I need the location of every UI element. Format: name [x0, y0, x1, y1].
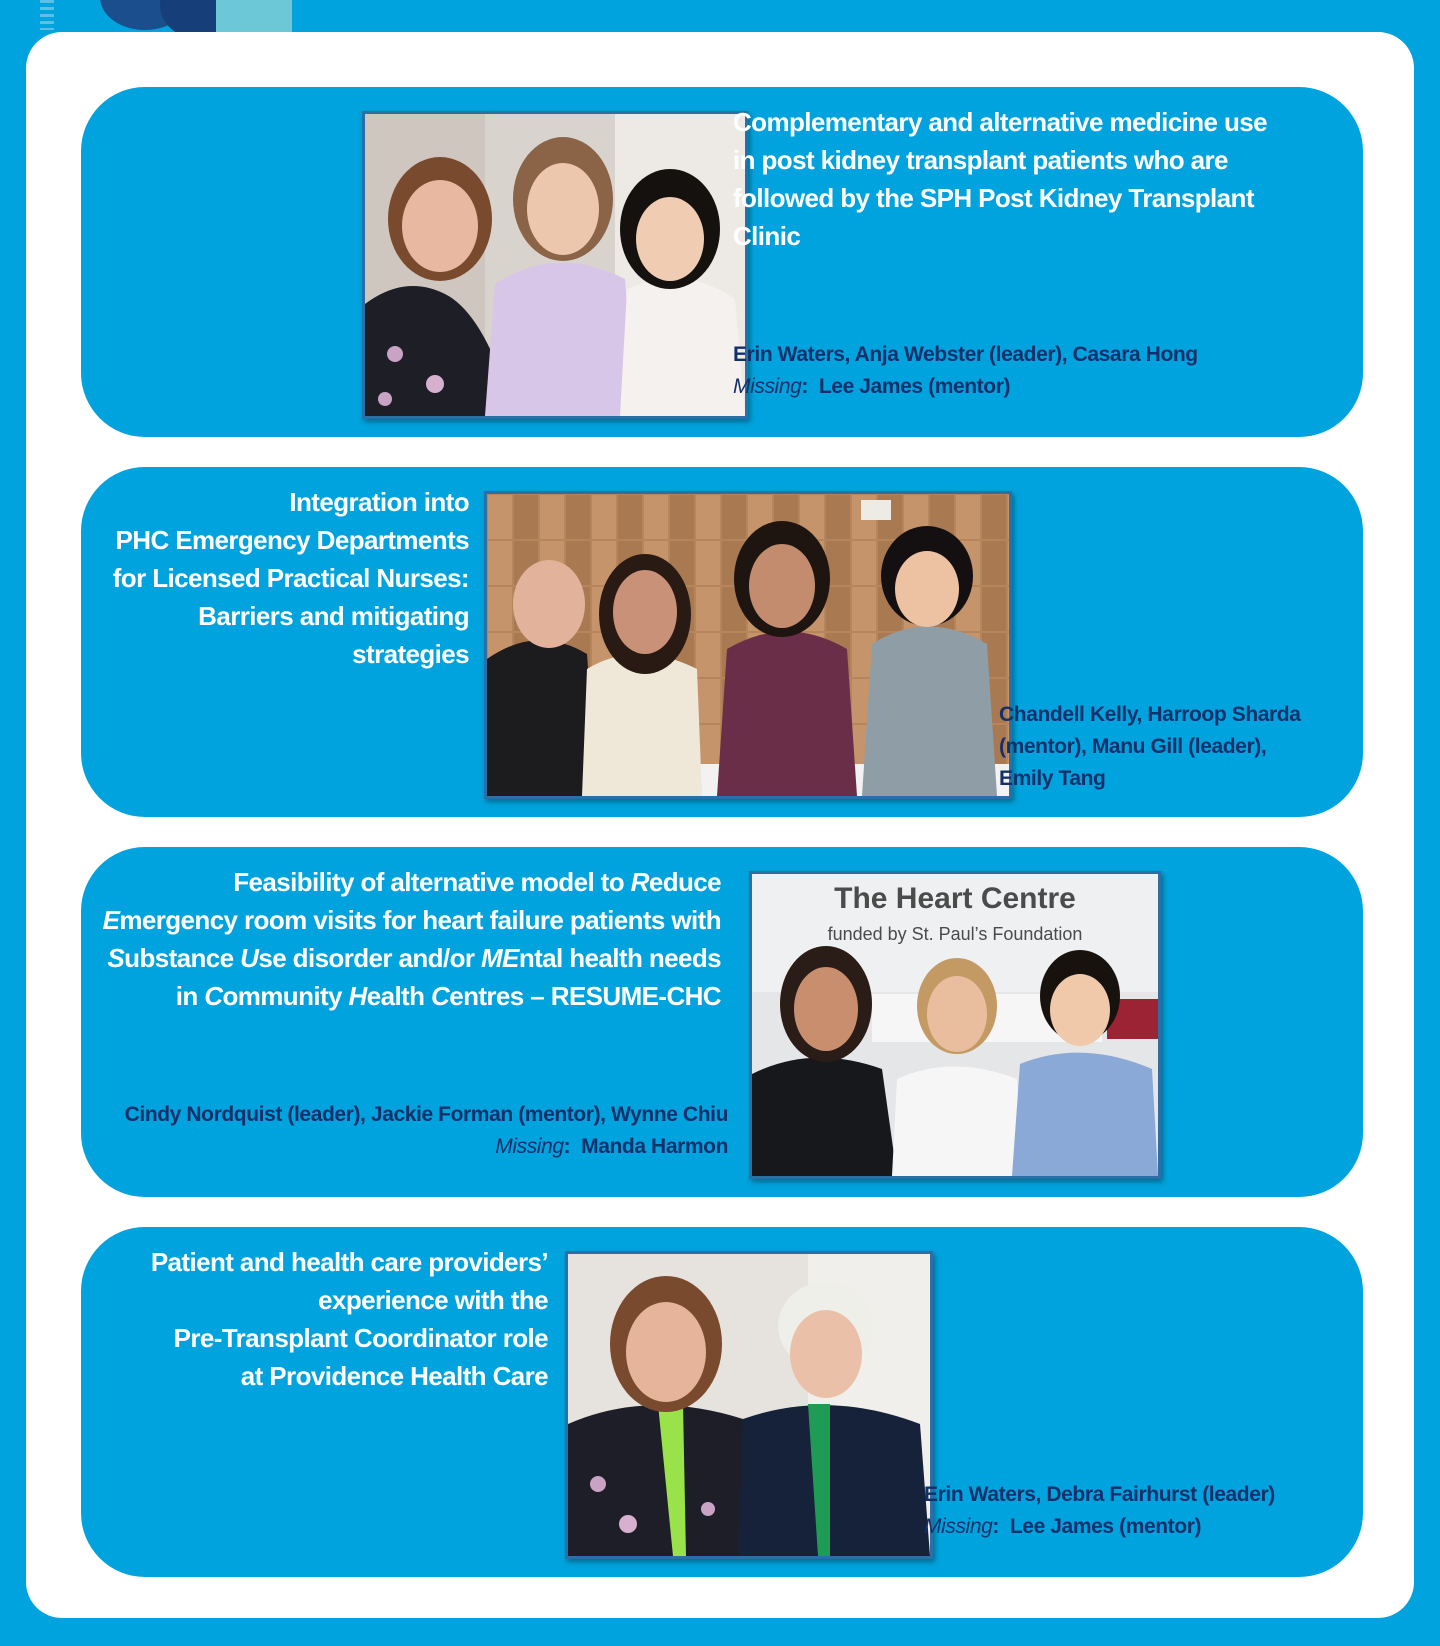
- title-line: at Providence Health Care: [240, 1361, 548, 1391]
- missing-label: Missing: [924, 1515, 993, 1538]
- team-line: Emily Tang: [999, 767, 1106, 790]
- title-line: PHC Emergency Departments: [115, 525, 469, 555]
- title-emphasis: C: [431, 981, 450, 1011]
- missing-line: Missing: Manda Harmon: [495, 1135, 728, 1158]
- team-names: Erin Waters, Anja Webster (leader), Casara Hong: [733, 343, 1198, 366]
- team-line: (mentor), Manu Gill (leader),: [999, 735, 1267, 758]
- title-text: ubstance: [124, 943, 241, 973]
- team-photo-4: [565, 1251, 933, 1559]
- title-emphasis: S: [107, 943, 125, 973]
- title-emphasis: R: [630, 867, 649, 897]
- missing-line: Missing: Lee James (mentor): [924, 1515, 1202, 1538]
- missing-label: Missing: [733, 375, 802, 398]
- team-members: [999, 699, 1339, 795]
- title-line: Barriers and mitigating: [198, 601, 469, 631]
- project-title: [101, 483, 469, 673]
- project-card-2: [81, 467, 1363, 817]
- title-line: Integration into: [289, 487, 469, 517]
- missing-line: Missing: Lee James (mentor): [733, 375, 1011, 398]
- team-members: [924, 1479, 1344, 1543]
- missing-names: Lee James (mentor): [818, 375, 1011, 398]
- title-text: se disorder and/or: [258, 943, 481, 973]
- team-names: Erin Waters, Debra Fairhurst (leader): [924, 1483, 1275, 1506]
- content-sheet: [26, 32, 1414, 1618]
- missing-label: Missing: [495, 1135, 564, 1158]
- missing-names: Manda Harmon: [581, 1135, 728, 1158]
- title-text: Feasibility of alternative model to: [233, 867, 631, 897]
- title-text: ealth: [366, 981, 432, 1011]
- sign-title: The Heart Centre: [834, 882, 1076, 915]
- title-line: Pre-Transplant Coordinator role: [173, 1323, 548, 1353]
- project-card-3: [81, 847, 1363, 1197]
- title-emphasis: U: [240, 943, 259, 973]
- title-text: ommunity: [222, 981, 349, 1011]
- title-line: experience with the: [318, 1285, 548, 1315]
- team-photo-1: [362, 111, 748, 419]
- project-title: [101, 1243, 548, 1395]
- team-line: Chandell Kelly, Harroop Sharda: [999, 703, 1301, 726]
- title-emphasis: E: [102, 905, 120, 935]
- title-line: for Licensed Practical Nurses:: [112, 563, 469, 593]
- title-text: in: [175, 981, 205, 1011]
- project-title: [101, 863, 721, 1015]
- title-text: educe: [648, 867, 721, 897]
- title-line: Patient and health care providers’: [150, 1247, 548, 1277]
- project-card-1: [81, 87, 1363, 437]
- project-card-4: [81, 1227, 1363, 1577]
- title-emphasis: H: [348, 981, 367, 1011]
- title-text: mergency room visits for heart failure patients with: [119, 905, 721, 935]
- title-line: strategies: [352, 639, 469, 669]
- sign-subtitle: funded by St. Paul’s Foundation: [827, 924, 1083, 944]
- team-members: [101, 1099, 728, 1163]
- title-emphasis: C: [204, 981, 223, 1011]
- dna-chain-graphic: [40, 0, 54, 30]
- missing-names: Lee James (mentor): [1009, 1515, 1202, 1538]
- title-emphasis: ME: [481, 943, 519, 973]
- team-names: Cindy Nordquist (leader), Jackie Forman (mentor), Wynne Chiu: [124, 1103, 728, 1126]
- team-members: [733, 339, 1293, 403]
- team-photo-3: [749, 871, 1161, 1179]
- title-text: entres – RESUME-CHC: [449, 981, 721, 1011]
- team-photo-2: [484, 491, 1012, 799]
- title-text: ntal health needs: [518, 943, 721, 973]
- project-title: Complementary and alternative medicine use in post kidney transplant patients who are followed by the SPH Post Kidney Transplant Clinic: [733, 107, 1267, 251]
